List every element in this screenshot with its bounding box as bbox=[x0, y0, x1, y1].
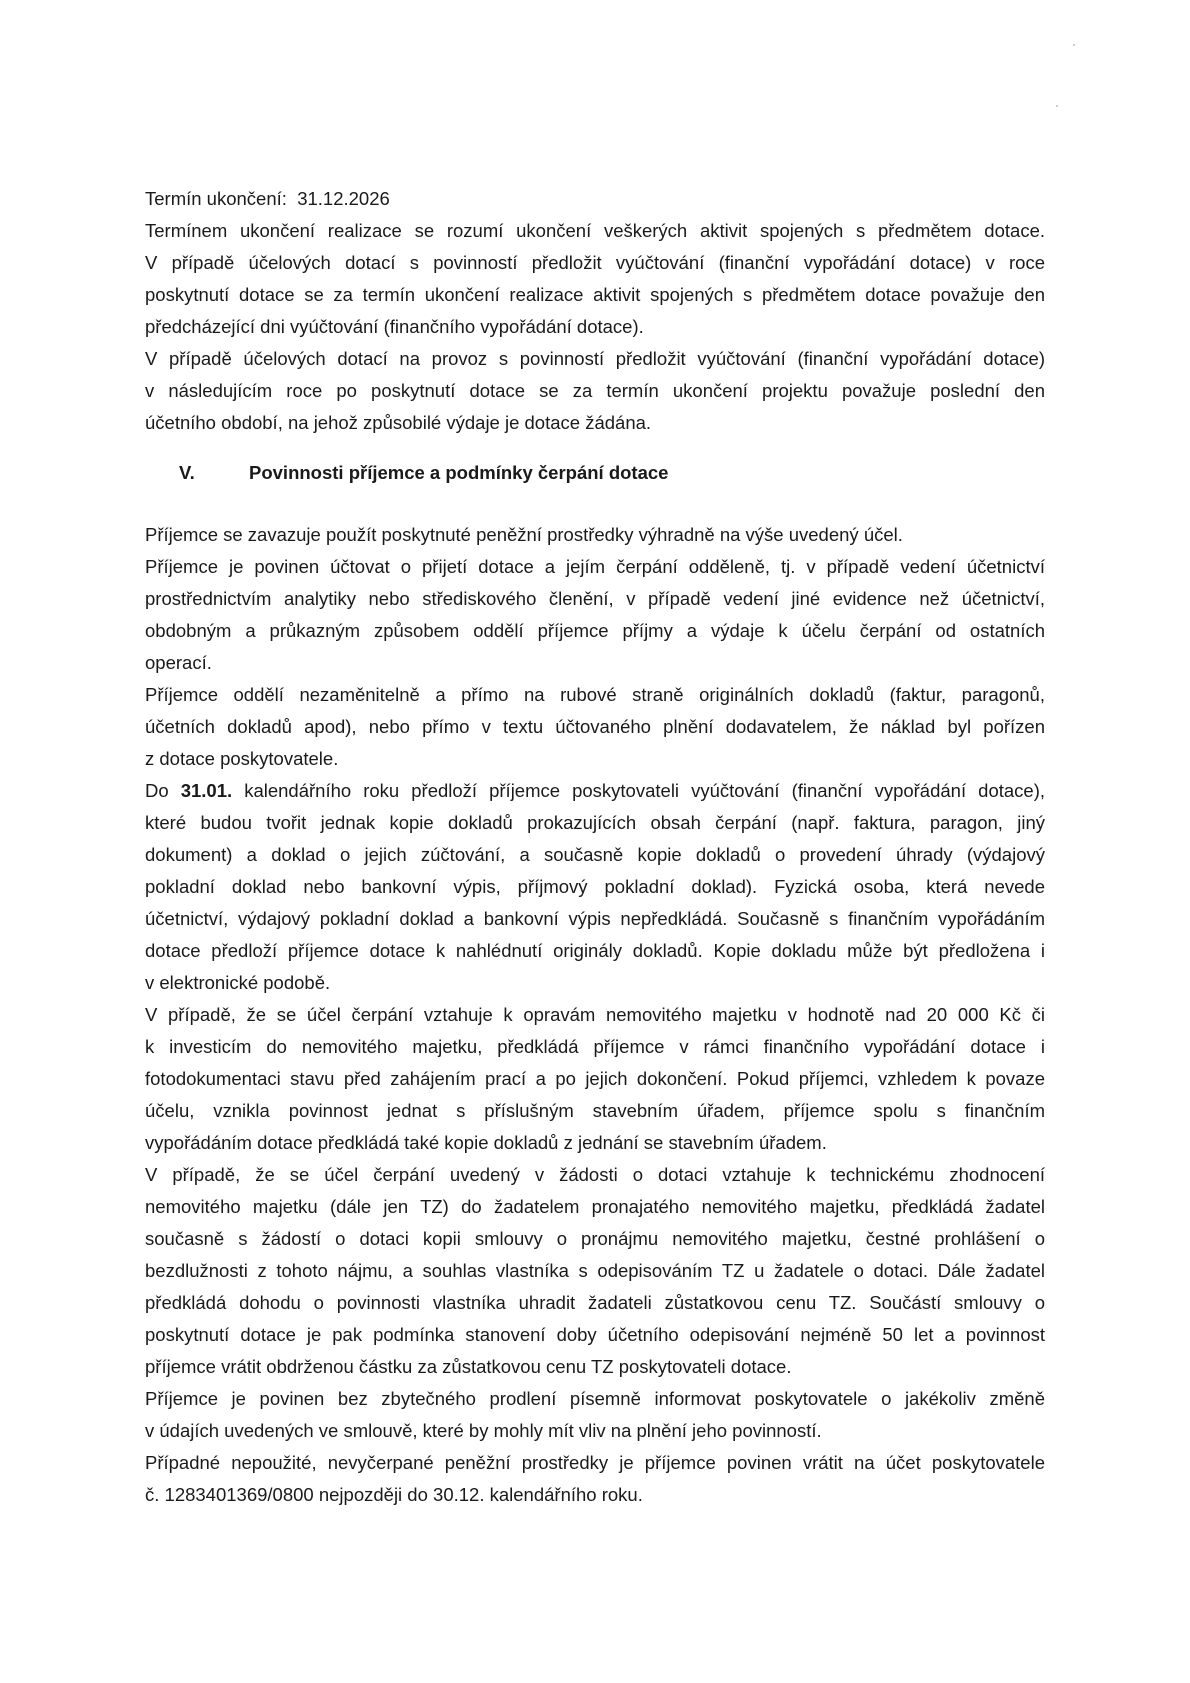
text-line: účetnictví, výdajový pokladní doklad a bankovní výpis nepředkládá. Současně s finančním vypořádáním bbox=[145, 908, 1045, 929]
text-line: Případné nepoužité, nevyčerpané peněžní prostředky je příjemce povinen vrátit na účet poskytovatele bbox=[145, 1452, 1045, 1473]
scan-speck bbox=[1056, 105, 1058, 107]
text-line: které budou tvořit jednak kopie dokladů prokazujících obsah čerpání (např. faktura, paragon, jiný bbox=[145, 812, 1045, 833]
text-line: Termínem ukončení realizace se rozumí ukončení veškerých aktivit spojených s předmětem dotace. bbox=[145, 220, 1045, 241]
text-line: předkládá dohodu o povinnosti vlastníka uhradit žadateli zůstatkovou cenu TZ. Součástí smlouvy o bbox=[145, 1292, 1045, 1313]
paragraph-technical-improvement bbox=[145, 1159, 1045, 1383]
text-line: v elektronické podobě. bbox=[145, 972, 331, 993]
text-line: č. 1283401369/0800 nejpozději do 30.12. kalendářního roku. bbox=[145, 1484, 643, 1505]
paragraph-settlement-deadline bbox=[145, 775, 1045, 999]
text-line: prostřednictvím analytiky nebo střediskového členění, v případě vedení jiné evidence než účetnictví, bbox=[145, 588, 1045, 609]
paragraph-recipient-obligations bbox=[145, 519, 1045, 679]
text-line: dokument) a doklad o jejich zúčtování, a současně kopie dokladů o provedení úhrady (výdajový bbox=[145, 844, 1045, 865]
document-body bbox=[145, 183, 1045, 1511]
text-line: v následujícím roce po poskytnutí dotace se za termín ukončení projektu považuje poslední den bbox=[145, 380, 1045, 401]
text-line: nemovitého majetku (dále jen TZ) do žadatelem pronajatého nemovitého majetku, předkládá žadatel bbox=[145, 1196, 1045, 1217]
deadline-date: 31.01. bbox=[180, 780, 233, 801]
text-line: dotace předloží příjemce dotace k nahlédnutí originály dokladů. Kopie dokladu může být předložena i bbox=[145, 940, 1045, 961]
text-line: vypořádáním dotace předkládá také kopie dokladů z jednání se stavebním úřadem. bbox=[145, 1132, 827, 1153]
termination-date-line bbox=[145, 183, 1045, 215]
text-line: z dotace poskytovatele. bbox=[145, 748, 339, 769]
paragraph-real-estate-repairs bbox=[145, 999, 1045, 1159]
text-line: současně s žádostí o dotaci kopii smlouvy o pronájmu nemovitého majetku, čestné prohlášení o bbox=[145, 1228, 1045, 1249]
text-line: účelu, vznikla povinnost jednat s příslušným stavebním úřadem, příjemce spolu s finančním bbox=[145, 1100, 1045, 1121]
text-line: V případě, že se účel čerpání vztahuje k opravám nemovitého majetku v hodnotě nad 20 000 Kč či bbox=[145, 1004, 1045, 1025]
paragraph-termination-definition bbox=[145, 215, 1045, 343]
text-line: příjemce vrátit obdrženou částku za zůstatkovou cenu TZ poskytovateli dotace. bbox=[145, 1356, 792, 1377]
paragraph-document-marking bbox=[145, 679, 1045, 775]
text-line: poskytnutí dotace je pak podmínka stanovení doby účetního odepisování nejméně 50 let a povinnost bbox=[145, 1324, 1045, 1345]
text-line: V případě, že se účel čerpání uvedený v žádosti o dotaci vztahuje k technickému zhodnocení bbox=[145, 1164, 1045, 1185]
text-line: předcházející dni vyúčtování (finančního vypořádání dotace). bbox=[145, 316, 644, 337]
paragraph-change-notification bbox=[145, 1383, 1045, 1447]
text-line: operací. bbox=[145, 652, 212, 673]
text-line: Příjemce je povinen bez zbytečného prodlení písemně informovat poskytovatele o jakékoliv změně bbox=[145, 1388, 1045, 1409]
section-title: Povinnosti příjemce a podmínky čerpání dotace bbox=[249, 462, 669, 483]
deadline-rest: kalendářního roku předloží příjemce poskytovateli vyúčtování (finanční vypořádání dotace), bbox=[232, 780, 1045, 801]
text-line: fotodokumentaci stavu před zahájením prací a po jejich dokončení. Pokud příjemci, vzhledem k povaze bbox=[145, 1068, 1045, 1089]
paragraph-unused-funds-return bbox=[145, 1447, 1045, 1511]
termination-date-value: 31.12.2026 bbox=[297, 188, 390, 209]
text-line: Příjemce se zavazuje použít poskytnuté peněžní prostředky výhradně na výše uvedený účel. bbox=[145, 524, 903, 545]
text-line bbox=[145, 775, 1045, 807]
section-heading bbox=[145, 457, 1045, 489]
text-line: bezdlužnosti z tohoto nájmu, a souhlas vlastníka s odepisováním TZ u žadatele o dotaci. Dále žadatel bbox=[145, 1260, 1045, 1281]
text-line: v údajích uvedených ve smlouvě, které by mohly mít vliv na plnění jeho povinností. bbox=[145, 1420, 822, 1441]
scan-speck bbox=[1073, 44, 1075, 46]
paragraph-operating-subsidy bbox=[145, 343, 1045, 439]
text-line: obdobným a průkazným způsobem oddělí příjemce příjmy a výdaje k účelu čerpání od ostatních bbox=[145, 620, 1045, 641]
text-line: V případě účelových dotací s povinností předložit vyúčtování (finanční vypořádání dotace) v roce bbox=[145, 252, 1045, 273]
text-line: účetních dokladů apod), nebo přímo v textu účtovaného plnění dodavatelem, že náklad byl pořízen bbox=[145, 716, 1045, 737]
text-line: k investicím do nemovitého majetku, předkládá příjemce v rámci finančního vypořádání dotace i bbox=[145, 1036, 1045, 1057]
termination-date-label: Termín ukončení: bbox=[145, 188, 287, 209]
section-number: V. bbox=[179, 462, 195, 483]
text-line: účetního období, na jehož způsobilé výdaje je dotace žádána. bbox=[145, 412, 652, 433]
text-line: V případě účelových dotací na provoz s povinností předložit vyúčtování (finanční vypořádání dotace) bbox=[145, 348, 1045, 369]
deadline-prefix: Do bbox=[145, 780, 181, 801]
text-line: Příjemce oddělí nezaměnitelně a přímo na rubové straně originálních dokladů (faktur, paragonů, bbox=[145, 684, 1045, 705]
text-line: pokladní doklad nebo bankovní výpis, příjmový pokladní doklad). Fyzická osoba, která nevede bbox=[145, 876, 1045, 897]
text-line: Příjemce je povinen účtovat o přijetí dotace a jejím čerpání odděleně, tj. v případě vedení účetnictví bbox=[145, 556, 1045, 577]
text-line: poskytnutí dotace se za termín ukončení realizace aktivit spojených s předmětem dotace považuje den bbox=[145, 284, 1045, 305]
